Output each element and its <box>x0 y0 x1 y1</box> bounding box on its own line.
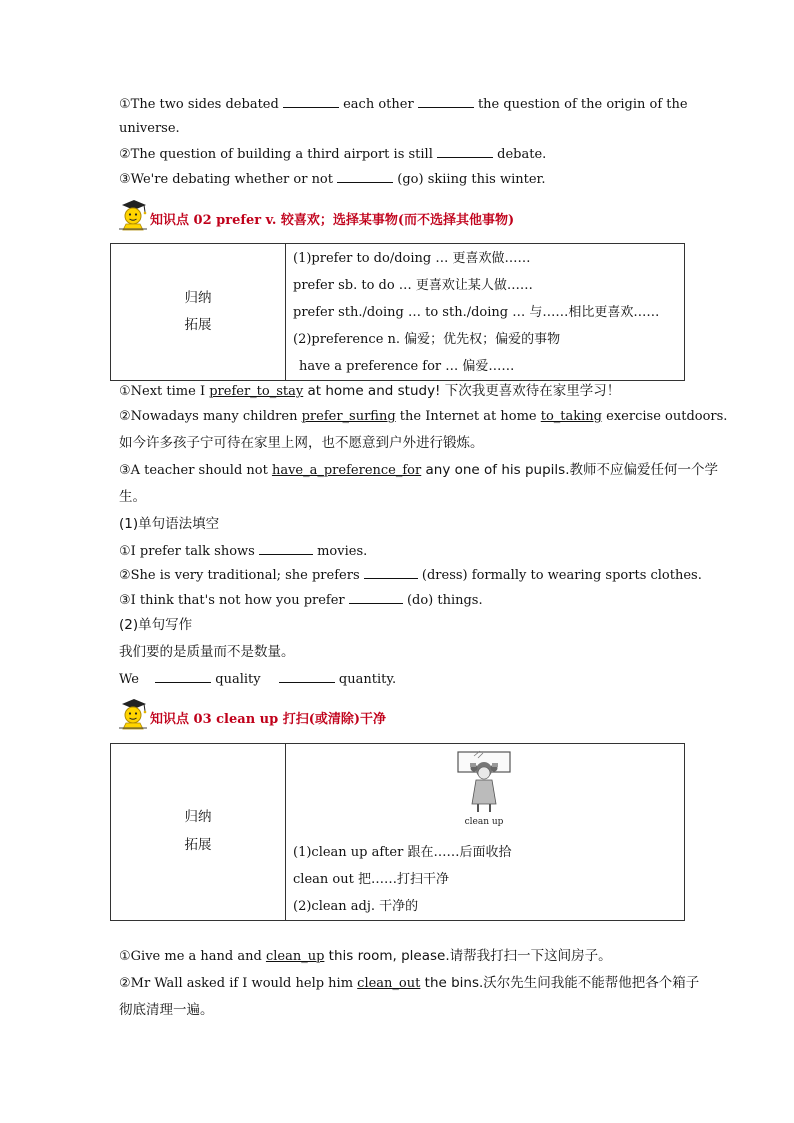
knowledge-point-heading <box>116 198 616 232</box>
exercise-text: (do) things. <box>406 593 483 608</box>
table-row: (1)prefer to do/doing … 更喜欢做…… <box>293 251 531 266</box>
answer-blank[interactable] <box>155 670 211 683</box>
fill-1 <box>119 542 675 561</box>
girl-cleaning-window-illustration <box>452 750 516 826</box>
answer-text: clean_up <box>265 949 325 964</box>
item-number: ③ <box>119 172 131 187</box>
exercise-text: She is very traditional; she prefers <box>130 568 360 583</box>
example-text: A teacher should not <box>130 463 272 478</box>
exercise-text: (go) skiing this winter. <box>397 172 546 187</box>
answer-blank[interactable] <box>259 542 313 555</box>
label-column <box>111 244 286 380</box>
content-column <box>286 744 684 920</box>
write-text: quantity. <box>338 672 397 687</box>
write-prompt: 我们要的是质量而不是数量。 <box>119 644 295 660</box>
item-number: ① <box>119 97 131 112</box>
example-2 <box>119 974 700 993</box>
exercise-text: The question of building a third airport is still <box>130 147 433 162</box>
heading-text: 知识点 03 clean up 打扫(或清除)干净 <box>150 712 387 727</box>
example-3 <box>119 461 718 480</box>
answer-text: to_taking <box>540 409 603 424</box>
exercise-text: I prefer talk shows <box>130 544 255 559</box>
write-answer-line <box>119 670 675 689</box>
example-text: Nowadays many children <box>130 409 302 424</box>
table-row: prefer sth./doing … to sth./doing … 与……相比更喜欢…… <box>293 305 660 320</box>
table-row: (2)clean adj. 干净的 <box>293 899 419 914</box>
illustration-caption: clean up <box>464 817 504 826</box>
example-1 <box>119 382 675 401</box>
example-text: the bins.沃尔先生问我能不能帮他把各个箱子 <box>420 975 700 991</box>
fill-2 <box>119 566 702 585</box>
exercise-text: each other <box>343 97 414 112</box>
answer-text: have_a_preference_for <box>271 463 422 478</box>
example-text: Mr Wall asked if I would help him <box>130 976 358 991</box>
table-row: clean out 把……打扫干净 <box>293 872 449 887</box>
example-text: at home and study! 下次我更喜欢待在家里学习！ <box>303 383 621 399</box>
answer-text: prefer_surfing <box>301 409 396 424</box>
item-number: ① <box>119 544 131 559</box>
summary-table <box>110 743 685 921</box>
section-title-fill: (1)单句语法填空 <box>119 516 220 532</box>
item-number: ③ <box>119 463 131 478</box>
answer-blank[interactable] <box>349 591 403 604</box>
exercise-text: (dress) formally to wearing sports clothes. <box>421 568 702 583</box>
table-row: prefer sb. to do … 更喜欢让某人做…… <box>293 278 533 293</box>
example-text: exercise outdoors. <box>602 409 728 424</box>
item-number: ① <box>119 384 131 399</box>
write-text: quality <box>215 672 261 687</box>
example-3-cont: 生。 <box>119 489 146 505</box>
exercise-2 <box>119 145 675 164</box>
answer-text: clean_out <box>357 976 421 991</box>
label-extend: 拓展 <box>184 317 212 333</box>
label-summary: 归纳 <box>184 809 212 825</box>
exercise-3 <box>119 170 675 189</box>
answer-blank[interactable] <box>364 566 418 579</box>
exercise-text: We're debating whether or not <box>130 172 333 187</box>
item-number: ② <box>119 976 131 991</box>
example-text: this room, please.请帮我打扫一下这间房子。 <box>324 948 612 964</box>
table-row: have a preference for … 偏爱…… <box>299 359 515 374</box>
answer-blank[interactable] <box>283 95 339 108</box>
answer-blank[interactable] <box>437 145 493 158</box>
exercise-1-cont: universe. <box>119 121 180 136</box>
exercise-text: movies. <box>317 544 368 559</box>
exercise-1 <box>119 95 688 114</box>
example-1 <box>119 947 675 966</box>
write-text: We <box>119 672 139 687</box>
label-extend: 拓展 <box>184 837 212 853</box>
heading-text: 知识点 02 prefer v. 较喜欢；选择某事物(而不选择其他事物) <box>150 213 515 228</box>
item-number: ② <box>119 409 131 424</box>
example-2 <box>119 408 728 426</box>
exercise-text: I think that's not how you prefer <box>130 593 345 608</box>
item-number: ② <box>119 568 131 583</box>
summary-table <box>110 243 685 381</box>
graduate-mascot-icon <box>116 697 150 731</box>
label-column <box>111 744 286 920</box>
section-title-write: (2)单句写作 <box>119 617 193 633</box>
answer-blank[interactable] <box>279 670 335 683</box>
example-text: any one of his pupils.教师不应偏爱任何一个学 <box>421 462 718 478</box>
table-row: (2)preference n. 偏爱；优先权；偏爱的事物 <box>293 332 561 347</box>
exercise-text: The two sides debated <box>130 97 279 112</box>
answer-blank[interactable] <box>418 95 474 108</box>
example-2-translation: 如今许多孩子宁可待在家里上网，也不愿意到户外进行锻炼。 <box>119 435 484 451</box>
example-text: Next time I <box>130 384 210 399</box>
fill-3 <box>119 591 675 610</box>
answer-blank[interactable] <box>337 170 393 183</box>
answer-text: prefer_to_stay <box>209 384 304 399</box>
table-row: (1)clean up after 跟在……后面收拾 <box>293 845 512 860</box>
example-text: the Internet at home <box>395 409 541 424</box>
knowledge-point-heading <box>116 697 616 731</box>
label-summary: 归纳 <box>184 290 212 306</box>
graduate-mascot-icon <box>116 198 150 232</box>
example-text: Give me a hand and <box>130 949 266 964</box>
exercise-text: the question of the origin of the <box>477 97 688 112</box>
item-number: ② <box>119 147 131 162</box>
item-number: ③ <box>119 593 131 608</box>
example-2-cont: 彻底清理一遍。 <box>119 1002 214 1018</box>
content-column <box>286 244 684 380</box>
exercise-text: debate. <box>497 147 547 162</box>
item-number: ① <box>119 949 131 964</box>
